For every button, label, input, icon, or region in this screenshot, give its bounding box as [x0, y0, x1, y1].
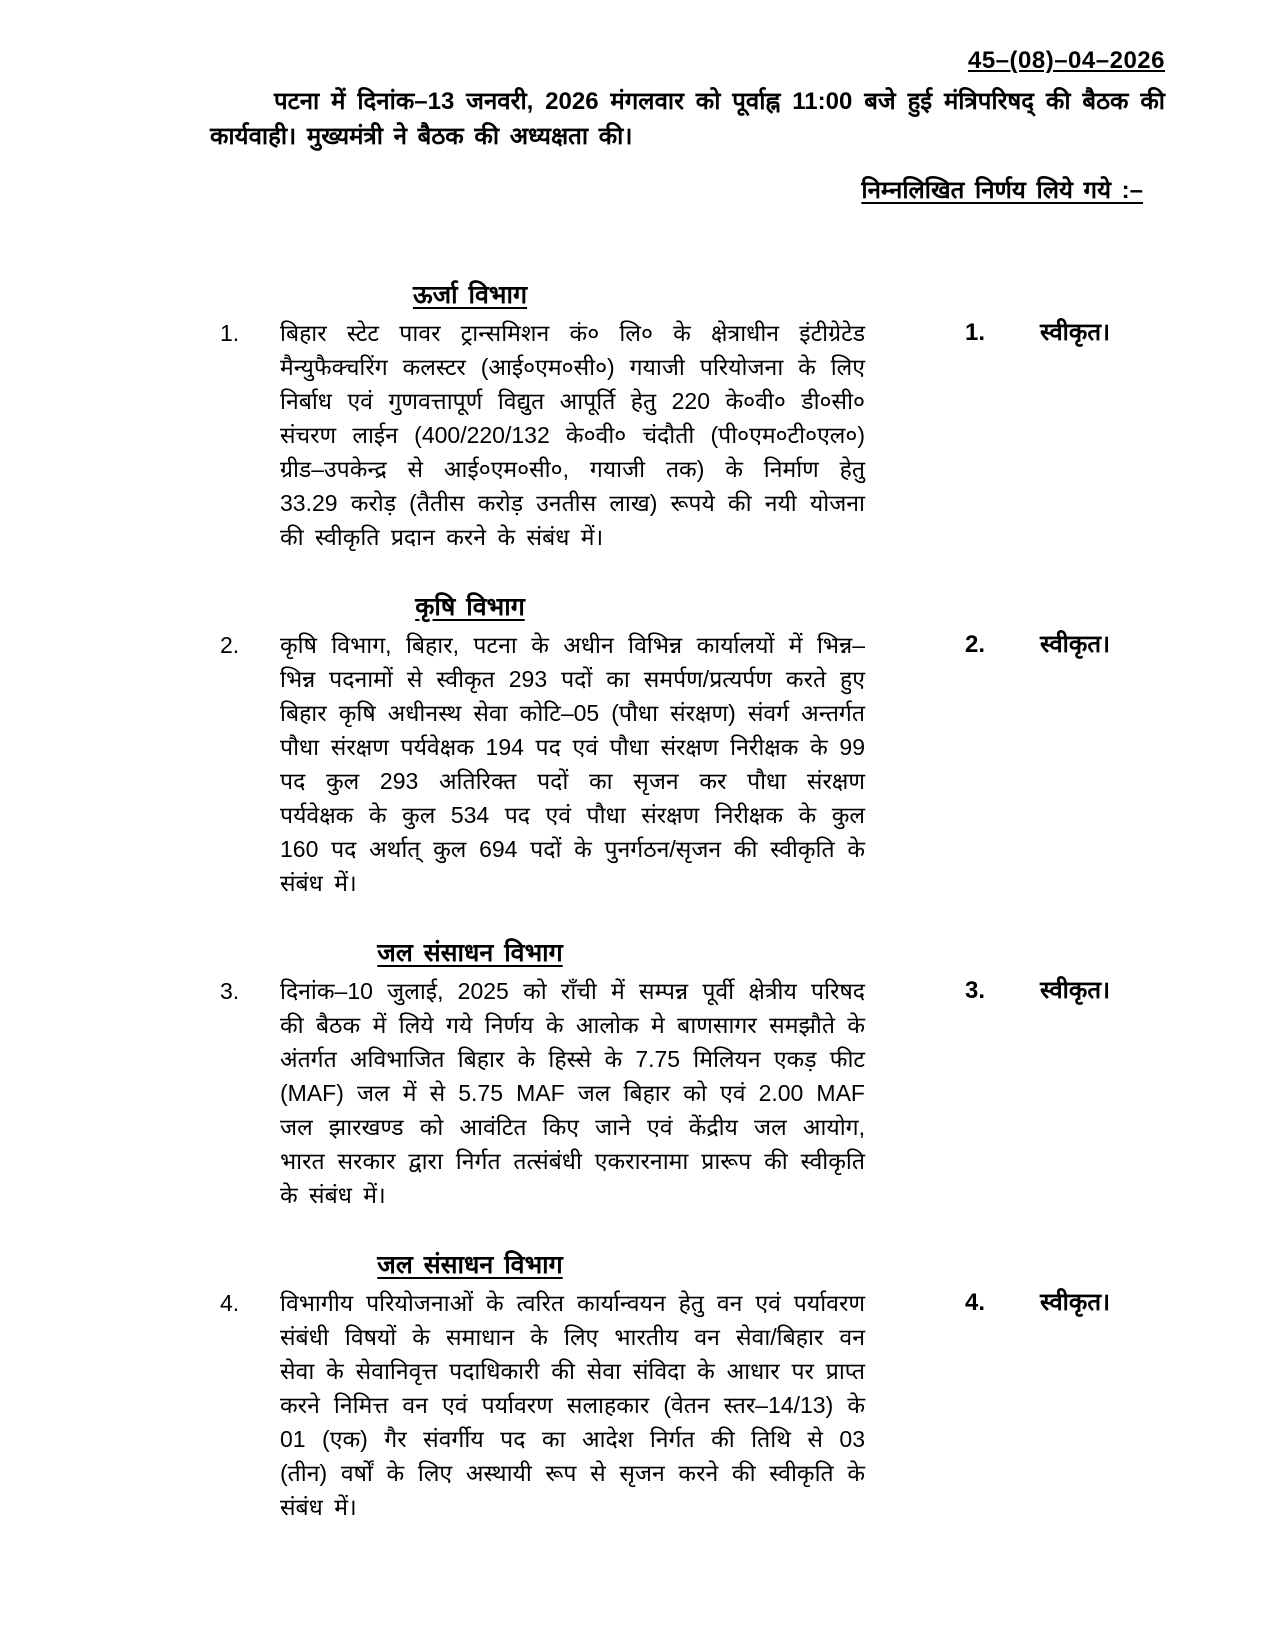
agenda-item	[210, 974, 1165, 1212]
item-number: 1.	[220, 320, 240, 346]
decision-number: 4.	[965, 1289, 986, 1316]
item-text: विभागीय परियोजनाओं के त्वरित कार्यान्वयन हेतु वन एवं पर्यावरण संबंधी विषयों के समाधान के लिए भारतीय वन सेवा/बिहार वन सेवा के सेवानिवृत्त पदाधिकारी की सेवा संविदा के आधार पर प्राप्त करने निमित्त वन एवं पर्यावरण सलाहकार (वेतन स्तर–14/13) के 01 (एक) गैर संवर्गीय पद का आदेश निर्गत की तिथि से 03 (तीन) वर्षों के लिए अस्थायी रूप से सृजन करने की स्वीकृति के संबंध में।	[280, 1290, 865, 1520]
decision-number: 2.	[965, 631, 986, 658]
section-heading-row	[220, 278, 720, 312]
item-text: दिनांक–10 जुलाई, 2025 को राँची में सम्पन्न पूर्वी क्षेत्रीय परिषद की बैठक में लिये गये निर्णय के आलोक मे बाणसागर समझौते के अंतर्गत अविभाजित बिहार के हिस्से के 7.75 मिलियन एकड़ फीट (MAF) जल में से 5.75 MAF जल बिहार को एवं 2.00 MAF जल झारखण्ड को आवंटित किए जाने एवं केंद्रीय जल आयोग, भारत सरकार द्वारा निर्गत तत्संबंधी एकरारनामा प्रारूप की स्वीकृति के संबंध में।	[280, 978, 865, 1208]
agenda-item	[210, 628, 1165, 900]
section-heading-row	[220, 590, 720, 624]
decision-status: स्वीकृत।	[1040, 319, 1111, 346]
intro-paragraph: पटना में दिनांक–13 जनवरी, 2026 मंगलवार को पूर्वाह्न 11:00 बजे हुई मंत्रिपरिषद् की बैठक की कार्यवाही। मुख्यमंत्री ने बैठक की अध्यक्षता की।	[210, 88, 1165, 150]
decisions-heading-row	[210, 174, 1165, 208]
section-heading: कृषि विभाग	[415, 593, 525, 621]
item-text: बिहार स्टेट पावर ट्रान्समिशन कं० लि० के क्षेत्राधीन इंटीग्रेटेड मैन्युफैक्चरिंग कलस्टर (आई०एम०सी०) गयाजी परियोजना के लिए निर्बाध एवं गुणवत्तापूर्ण विद्युत आपूर्ति हेतु 220 के०वी० डी०सी० संचरण लाईन (400/220/132 के०वी० चंदौती (पी०एम०टी०एल०) ग्रीड–उपकेन्द्र से आई०एम०सी०, गयाजी तक) के निर्माण हेतु 33.29 करोड़ (तैतीस करोड़ उनतीस लाख) रूपये की नयी योजना की स्वीकृति प्रदान करने के संबंध में।	[280, 320, 865, 550]
reference-number-row	[210, 46, 1165, 76]
decisions-heading: निम्नलिखित निर्णय लिये गये :–	[861, 177, 1143, 204]
item-number: 2.	[220, 632, 240, 658]
decision-number: 1.	[965, 319, 986, 346]
section-energy-department	[210, 278, 1165, 554]
reference-number: 45–(08)–04–2026	[967, 47, 1165, 74]
section-heading: ऊर्जा विभाग	[412, 281, 528, 309]
section-heading: जल संसाधन विभाग	[377, 939, 563, 967]
decision-status: स्वीकृत।	[1040, 1289, 1111, 1316]
decision-status: स्वीकृत।	[1040, 977, 1111, 1004]
decision-number: 3.	[965, 977, 986, 1004]
decision-status: स्वीकृत।	[1040, 631, 1111, 658]
item-number: 3.	[220, 978, 240, 1004]
section-heading-row	[220, 1248, 720, 1282]
agenda-item	[210, 1286, 1165, 1524]
section-heading: जल संसाधन विभाग	[377, 1251, 563, 1279]
section-water-resources-department	[210, 936, 1165, 1212]
agenda-item	[210, 316, 1165, 554]
item-number: 4.	[220, 1290, 240, 1316]
section-agriculture-department	[210, 590, 1165, 900]
section-water-resources-department-2	[210, 1248, 1165, 1524]
section-heading-row	[220, 936, 720, 970]
item-text: कृषि विभाग, बिहार, पटना के अधीन विभिन्न कार्यालयों में भिन्न–भिन्न पदनामों से स्वीकृत 293 पदों का समर्पण/प्रत्यर्पण करते हुए बिहार कृषि अधीनस्थ सेवा कोटि–05 (पौधा संरक्षण) संवर्ग अन्तर्गत पौधा संरक्षण पर्यवेक्षक 194 पद एवं पौधा संरक्षण निरीक्षक के 99 पद कुल 293 अतिरिक्त पदों का सृजन कर पौधा संरक्षण पर्यवेक्षक के कुल 534 पद एवं पौधा संरक्षण निरीक्षक के कुल 160 पद अर्थात् कुल 694 पदों के पुनर्गठन/सृजन की स्वीकृति के संबंध में।	[280, 632, 865, 896]
